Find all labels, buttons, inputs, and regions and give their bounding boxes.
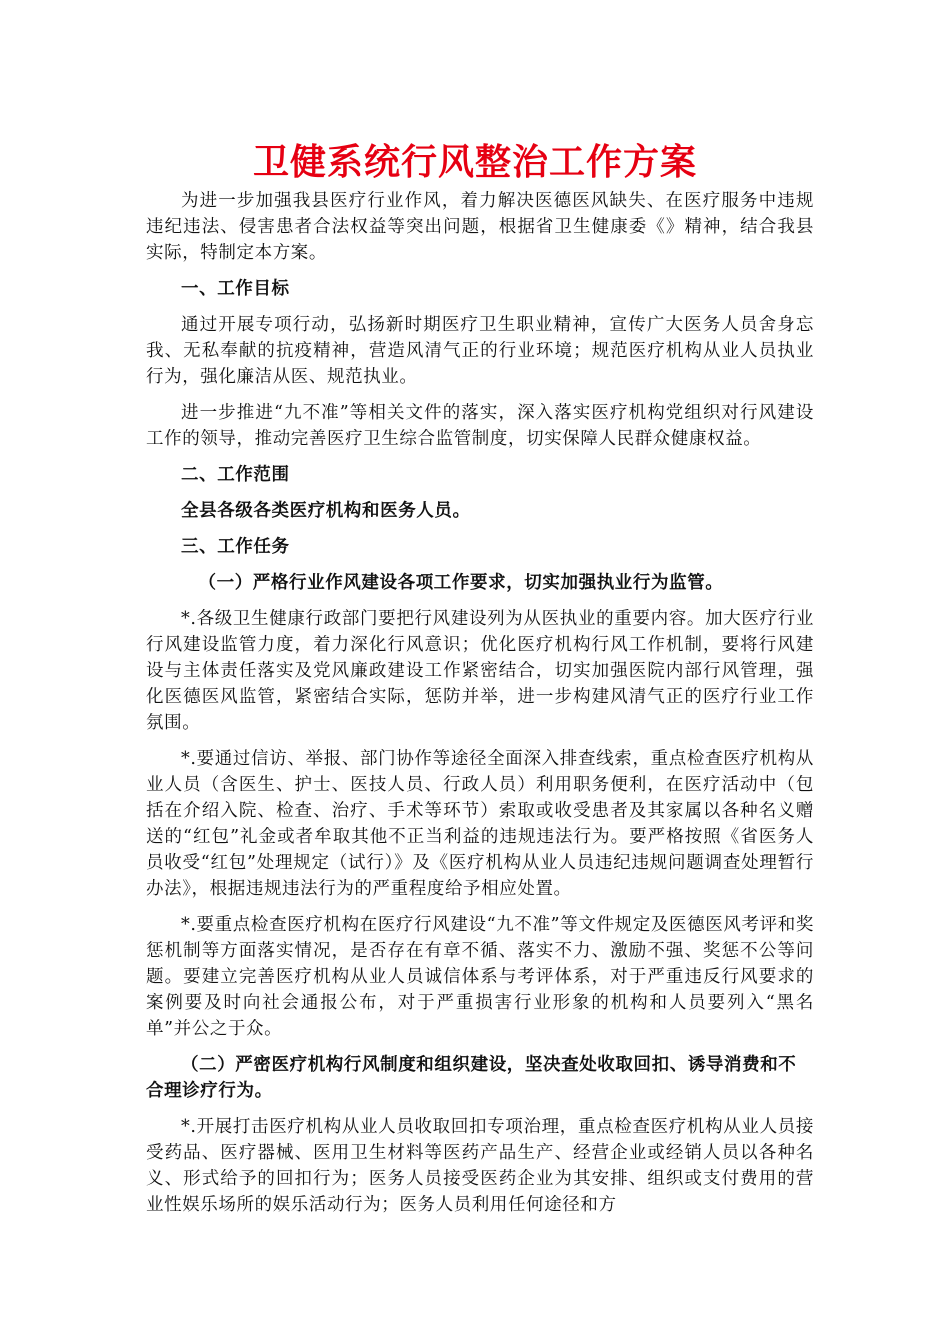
scope-paragraph: 全县各级各类医疗机构和医务人员。 [181, 501, 471, 521]
goals-paragraph-2: 进一步推进“九不准”等相关文件的落实，深入落实医疗机构党组织对行风建设工作的领导，推动完善医疗卫生综合监管制度，切实保障人民群众健康权益。 [146, 403, 814, 449]
task1-paragraph-1: *.各级卫生健康行政部门要把行风建设列为从医执业的重要内容。加大医疗行业行风建设监管力度，着力深化行风意识；优化医疗机构行风工作机制，要将行风建设与主体责任落实及党风廉政建设工作紧密结合，切实加强医院内部行风管理，强化医德医风监管，紧密结合实际，惩防并举，进一步构建风清气正的医疗行业工作氛围。 [146, 609, 814, 733]
task2-paragraph-1: *.开展打击医疗机构从业人员收取回扣专项治理，重点检查医疗机构从业人员接受药品、医疗器械、医用卫生材料等医药产品生产、经营企业或经销人员以各种名义、形式给予的回扣行为；医务人员接受医药企业为其安排、组织或支付费用的营业性娱乐场所的娱乐活动行为；医务人员利用任何途径和方 [146, 1117, 814, 1215]
task1-paragraph-2: *.要通过信访、举报、部门协作等途径全面深入排查线索，重点检查医疗机构从业人员（含医生、护士、医技人员、行政人员）利用职务便利，在医疗活动中（包括在介绍入院、检查、治疗、手术等环节）索取或收受患者及其家属以各种名义赠送的“红包”礼金或者牟取其他不正当利益的违规违法行为。要严格按照《省医务人员收受“红包”处理规定（试行）》及《医疗机构从业人员违纪违规问题调查处理暂行办法》，根据违规违法行为的严重程度给予相应处置。 [146, 749, 814, 899]
task-heading-2: （二）严密医疗机构行风制度和组织建设，坚决查处收取回扣、诱导消费和不合理诊疗行为。 [146, 1055, 797, 1101]
task1-paragraph-3: *.要重点检查医疗机构在医疗行风建设“九不准”等文件规定及医德医风考评和奖惩机制等方面落实情况，是否存在有章不循、落实不力、激励不强、奖惩不公等问题。要建立完善医疗机构从业人员诚信体系与考评体系，对于严重违反行风要求的案例要及时向社会通报公布，对于严重损害行业形象的机构和人员要列入“黑名单”并公之于众。 [146, 915, 814, 1039]
section-heading-tasks: 三、工作任务 [181, 537, 290, 557]
document-title: 卫健系统行风整治工作方案 [252, 141, 697, 183]
document-body [146, 188, 814, 1228]
section-heading-goals: 一、工作目标 [181, 279, 290, 299]
goals-paragraph-1: 通过开展专项行动，弘扬新时期医疗卫生职业精神，宣传广大医务人员舍身忘我、无私奉献的抗疫精神，营造风清气正的行业环境；规范医疗机构从业人员执业行为，强化廉洁从医、规范执业。 [146, 315, 814, 387]
section-heading-scope: 二、工作范围 [181, 465, 290, 485]
intro-paragraph: 为进一步加强我县医疗行业作风，着力解决医德医风缺失、在医疗服务中违规违纪违法、侵害患者合法权益等突出问题，根据省卫生健康委《》精神，结合我县实际，特制定本方案。 [146, 191, 814, 263]
task-heading-1: （一）严格行业作风建设各项工作要求，切实加强执业行为监管。 [198, 573, 724, 593]
